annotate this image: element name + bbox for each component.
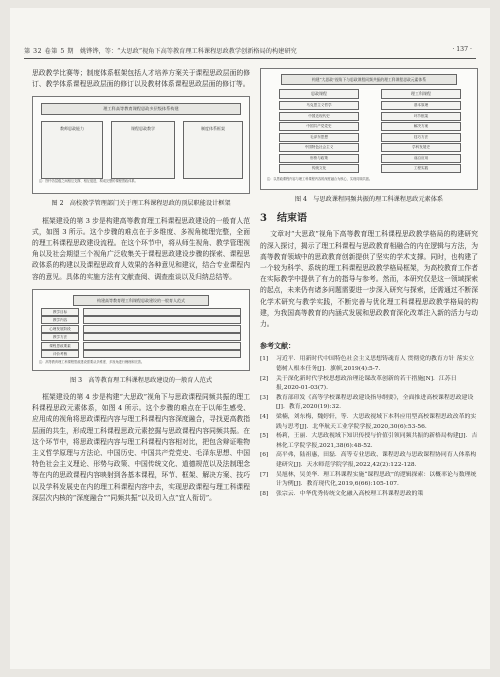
figure-4-right-item: 学科发展史: [381, 143, 461, 152]
reference-number: [8]: [260, 490, 269, 497]
reference-text: 梁楠，刘东梅，魏婷轩，等．大思政视域下本科应用型高校课程思政改革的实践与思考[J]．北华航天工业学院学报,2020,30(6):53-56.: [276, 414, 477, 430]
figure-4-right-item: 前沿应用: [381, 154, 461, 163]
figure-4-caption: 图 4 与思政课程同频共振的理工科课程思政元素体系: [294, 196, 444, 203]
reference-item: [260, 375, 478, 394]
reference-text: 教育部印发《高等学校课程思政建设指导纲要》，全面推进高校课程思政建设[J]．教育,2020(19):32.: [276, 394, 474, 411]
reference-number: [3]: [260, 394, 269, 401]
left-column: [32, 68, 250, 504]
reference-text: 习近平．用新时代中国特色社会主义思想铸魂育人 贯彻党的教育方针 落实立德树人根本任务[J]．旗帜,2019(4):5-7.: [276, 356, 475, 373]
reference-text: 吴旭林，吴美华．理工科课程实施“课程思政”的逻辑探索：以概率论与数理统计为例[J]．教育现代化,2019,6(66):105-107.: [276, 471, 477, 488]
figure-box-label: 教师思政能力: [60, 126, 84, 132]
figure-3-row-detail: [83, 316, 241, 324]
figure-4-right-item: 技巧方法: [381, 133, 461, 142]
figure-box-system: [183, 121, 243, 179]
figure-4-right-item: 环节框架: [381, 112, 461, 121]
references-heading: 参考文献：: [260, 341, 295, 351]
paragraph: 文章对“大思政”视角下高等教育理工科课程思政教学格局的构建研究的深入探讨，揭示了理工科课程与思政教育相融合的内在逻辑与方法，为高等教育领域中的思政教育创新提供了坚实的学术支撑。同时，也构建了一个较为科学、系统的理工科课程思政教学格局框架，为高校教育工作者在实际教学中提供了有力的指导与参考。然而，本研究仅是这一领域探索的起点，未来仍有诸多问题需要进一步深入研究与探索，还需通过不断深化学术研究与教学实践，不断完善与优化理工科课程思政教学格局的构建，为我国高等教育的内涵式发展和思政教育深化改革注入新的活力与动力。: [260, 230, 478, 329]
figure-box-teacher: [41, 121, 103, 179]
reference-item: [260, 432, 478, 451]
figure-top-box: 构建高等教育理工科课程思政建设的一般育人范式: [73, 295, 209, 306]
figure-3-row: 教学内容: [41, 316, 79, 324]
figure-top-box: 理工科高等教育课程思政多层级体系构建: [41, 103, 241, 115]
reference-text: 张宗云．中华优秀传统文化融入高校理工科课程思政的策: [276, 490, 424, 497]
figure-right-head: 理工科课程: [381, 89, 461, 99]
figure-box-label: 课程思政教学: [131, 126, 155, 132]
figure-box-label: 制度体系框架: [201, 126, 225, 132]
figure-note: 注：以思政课程内容与理工科课程内容的深度融合为核心，实现同频共振。: [267, 177, 373, 181]
page-number: · 137 ·: [452, 46, 472, 53]
reference-item: [260, 355, 478, 374]
figure-4-right-item: 工程实践: [381, 164, 461, 173]
figure-4-left-item: 中国共产党党史: [279, 122, 359, 131]
reference-item: [260, 490, 478, 500]
paragraph: 框架建设的第 4 步是构建“大思政”视角下与思政课程同频共振的理工科课程思政元素体系，如图 4 所示。这个步骤的难点在于以师生感受、应用成的视角将思政课程内容与理工科课程内容深度融合，寻找更高教指层面的共生，形成理工科课程思政元素挖掘与思政课程内容同频共振。在这个环节中，将思政课程内容与理工科课程内容相对比，把包含辩证唯物主义哲学原理与方法论、中国历史、中国共产党党史、毛泽东思想、中国特色社会主义理论、形势与政策、中国传统文化、道德规范以及法制理念等在内的思政课程内容映射到各基本课程，环节、框架、解决方案、技巧以及学科发展史在内的理工科课程内容中去，实现思政课程与理工科课程深层次内核的“深度融合”“同频共振”以及切入点“宜人衔切”。: [32, 393, 250, 502]
section-heading: 3 结束语: [260, 213, 307, 225]
volume-issue: 第 32 卷第 5 期: [24, 48, 74, 55]
reference-text: 关于深化新时代学校思想政治理论课改革创新的若干措施[N]．江苏日报,2020-01-03(7).: [276, 375, 457, 392]
reference-item: [260, 451, 478, 470]
right-column: [260, 68, 478, 499]
figure-3-row-detail: [83, 333, 241, 341]
figure-3-row: 课程思政要素: [41, 342, 79, 350]
figure-4-left-item: 毛泽东思想: [279, 133, 359, 142]
figure-top-box: 构建“大思政”视角下与思政课程同频共振的理工科课程思政元素体系: [281, 74, 457, 85]
reference-number: [2]: [260, 375, 269, 382]
figure-4-left-item: 形势与政策: [279, 154, 359, 163]
running-header: [24, 44, 476, 59]
figure-note: 注：图中各层级之间相互支撑、相互促进，构成完整的课程思政体系。: [39, 179, 138, 184]
reference-text: 杨莉，王丽．大思政视域下知识传授与价值引领同频共振的新格局构建[J]．吉林化工学院学报,2021,38(6):48-52.: [276, 433, 478, 449]
reference-number: [6]: [260, 452, 269, 459]
paragraph: 框架建设的第 3 步是构建高等教育理工科课程思政建设的一般育人范式，如图 3 所示。这个步骤的难点在于多维度、多视角梳理完整，全面的理工科课程思政建设流程。在这个环节中，将从师生视角、教学管理视角以及社会期望三个视角广泛收集关于课程思政建设步骤的探索、课程思政体系的构建以及课程思政育人效果的各种意见和建议，结合专业课程内容的意见。具体的实施方法有文献查阅、调查座谈以及归纳总结等。: [32, 216, 250, 281]
figure-2: [32, 96, 250, 194]
paragraph: 思政教学比赛等；制度体系框架包括人才培养方案关于课程思政层面的修订、教学体系课程思政层面的修订以及教材体系课程思政层面的修订等。: [32, 69, 250, 89]
figure-4-right-item: 解决方案: [381, 122, 461, 131]
reference-number: [1]: [260, 356, 269, 363]
reference-number: [5]: [260, 433, 269, 440]
figure-box-teaching: [111, 121, 175, 179]
figure-4-left-item: 中国近现代史: [279, 112, 359, 121]
reference-number: [4]: [260, 414, 269, 420]
journal-page: [10, 8, 490, 669]
figure-3: [32, 289, 250, 371]
figure-3-row: 心理发展阶段: [41, 325, 79, 333]
figure-3-row-detail: [83, 342, 241, 350]
figure-3-row: 评价考核: [41, 350, 79, 358]
figure-3-row-detail: [83, 325, 241, 333]
running-title: 姚铧铧，等：“大思政”视角下高等教育理工科课程思政教学创新格局的构建研究: [80, 48, 297, 55]
figure-4-right-item: 基本原理: [381, 101, 461, 110]
figure-3-row: 教学方法: [41, 333, 79, 341]
reference-item: [260, 394, 478, 413]
reference-item: [260, 471, 478, 490]
reference-item: [260, 413, 478, 432]
figure-note: 注：高等教育理工科课程思政建设需要从多维度、多视角进行梳理和完善。: [39, 359, 145, 364]
reference-text: 高平弗，陆祖惠，田磊．高等专业思政、课程思政与思政课程协同育人体系构建研究[J]．天水师范学院学报,2022,42(2):122-128.: [276, 452, 477, 468]
figure-3-row-detail: [83, 350, 241, 358]
figure-4: [260, 68, 478, 190]
figure-left-head: 思政课程: [279, 89, 359, 99]
reference-number: [7]: [260, 471, 269, 478]
figure-3-row-detail: [83, 308, 241, 316]
figure-3-row: 教学目标: [41, 308, 79, 316]
figure-4-left-item: 马克思主义哲学: [279, 101, 359, 110]
figure-3-caption: 图 3 高等教育理工科课程思政建设的一般育人范式: [69, 376, 213, 384]
references-list: [260, 355, 478, 499]
figure-2-caption: 图 2 高校教学管理部门关于理工科课程思政的顶层职能设计框架: [51, 200, 231, 208]
figure-4-left-item: 传统文化: [279, 164, 359, 173]
figure-4-left-item: 中国特色社会主义: [279, 143, 359, 152]
